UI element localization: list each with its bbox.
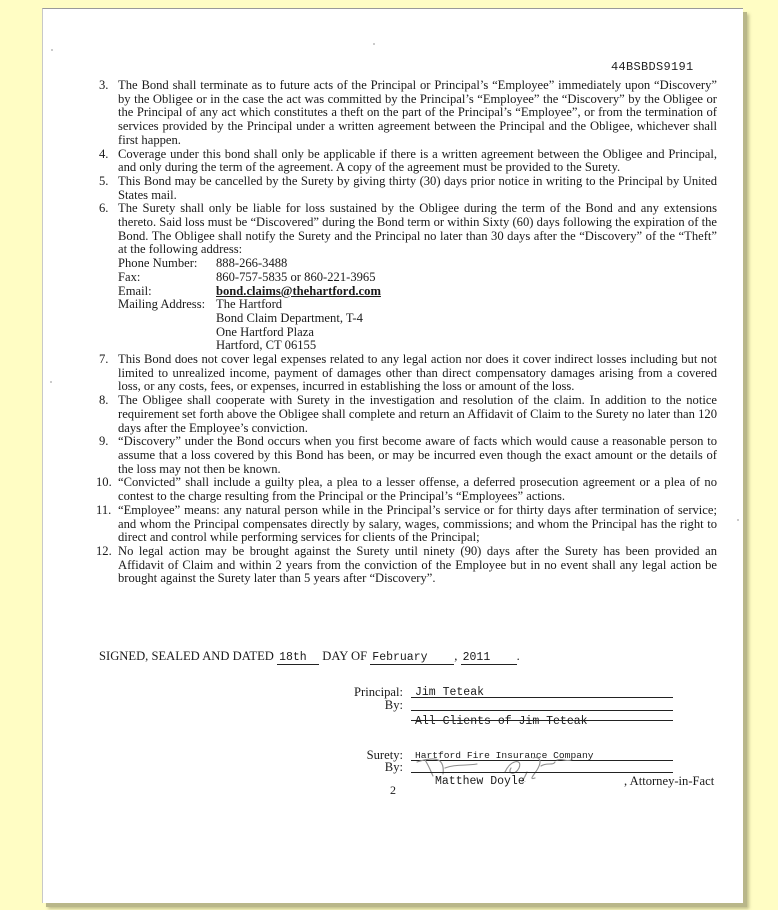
clause-6 — [99, 202, 717, 353]
clause-12 — [96, 543, 717, 586]
page-number: 2 — [390, 783, 396, 797]
clause-number: 3. — [99, 78, 109, 92]
clause-text: “Convicted” shall include a guilty plea, a plea to a lesser offense, a deferred prosecution agreement or a plea of no contest to the charge resulting from the Principal or the Principal’s “Employees” actions. — [118, 475, 717, 504]
address-line-1: The Hartford — [216, 297, 283, 312]
clause-list — [96, 78, 717, 586]
clause-7 — [99, 353, 717, 394]
clause-number: 11. — [96, 502, 112, 517]
principal-field[interactable]: Jim Teteak — [415, 686, 485, 699]
surety-by-label: By: — [384, 760, 403, 774]
address-line-3: One Hartford Plaza — [216, 324, 314, 339]
claims-contact-info — [118, 257, 717, 353]
month-field[interactable]: February — [370, 652, 454, 665]
clause-number: 9. — [99, 434, 109, 449]
principal-clients-line — [411, 720, 673, 721]
clause-number: 7. — [99, 352, 109, 367]
principal-label: Principal: — [354, 685, 403, 699]
clause-4 — [99, 148, 717, 175]
year-field[interactable]: 2011 — [461, 652, 517, 665]
surety-signer-row — [323, 773, 715, 788]
clause-number: 8. — [99, 393, 109, 408]
clause-number: 10. — [96, 475, 112, 490]
clause-text: No legal action may be brought against the Surety until ninety (90) days after the Surety has been provided an Affidavit of Claim and within 2 years from the conviction of the Employee but in no event shall any legal action be brought against the Surety later than 5 years after “Discovery”. — [118, 543, 717, 586]
address-line-4: Hartford, CT 06155 — [216, 338, 317, 353]
surety-label: Surety: — [366, 747, 403, 762]
clause-5 — [99, 175, 717, 202]
phone-label: Phone Number: — [118, 256, 198, 271]
fax-number: 860-757-5835 or 860-221-3965 — [216, 269, 376, 284]
date-comma: , — [454, 649, 458, 663]
clause-number: 6. — [99, 201, 109, 216]
clause-10 — [96, 475, 717, 504]
clause-text: The Bond shall terminate as to future acts of the Principal or Principal’s “Employee” immediately upon “Discovery” by the Obligee or in the case the act was committed by the Principal’s “Employee” the “Discovery” by the Obligee or the Principal of any act which constitutes a theft on the part of the Principal’s “Employee”, or from the termination of services provided by the Principal under a written agreement between the Principal and the Obligee, whichever shall first happen. — [118, 78, 717, 147]
clause-8 — [99, 394, 717, 435]
principal-by-row — [323, 698, 683, 711]
signature-block — [323, 685, 715, 788]
clause-9 — [99, 435, 717, 476]
email-label: Email: — [118, 283, 152, 298]
day-field[interactable]: 18th — [277, 652, 319, 665]
principal-by-line — [411, 710, 673, 711]
principal-clients-row — [323, 713, 683, 726]
clause-number: 4. — [99, 146, 109, 161]
clause-text: Coverage under this bond shall only be applicable if there is a written agreement between the Obligee and Principal, and only during the term of the agreement. A copy of the agreement must be provided to the Surety. — [118, 146, 717, 175]
document-page — [42, 8, 743, 903]
clause-11 — [96, 502, 717, 545]
clause-text: “Employee” means: any natural person while in the Principal’s service or for thirty days after termination of service; and whom the Principal compensates directly by salary, wages, commissions; and whom the Principal has the right to direct and control while performing services for clients of the Principal; — [118, 502, 717, 545]
signed-sealed-dated-line — [99, 649, 520, 665]
principal-by-label: By: — [384, 697, 403, 712]
document-id: 44BSBDS9191 — [611, 60, 694, 74]
principal-row — [323, 685, 683, 698]
date-period: . — [516, 649, 520, 663]
clause-text: This Bond may be cancelled by the Surety by giving thirty (30) days prior notice in writing to the Principal by United States mail. — [118, 173, 717, 202]
clause-3 — [99, 79, 717, 148]
clause-text: This Bond does not cover legal expenses related to any legal action nor does it cover indirect losses including but not limited to unrealized income, payment of damages other than direct compensatory damages arising from a covered loss, or any costs, fees, or expenses, incurred in establishing the loss or amount of the loss. — [118, 352, 717, 394]
surety-field[interactable]: Hartford Fire Insurance Company — [415, 749, 594, 761]
clause-text: “Discovery” under the Bond occurs when you first become aware of facts which would cause a reasonable person to assume that a loss covered by this Bond has been, or may be incurred even though the exact amount or the details of the loss may not then be known. — [118, 434, 717, 476]
attorney-in-fact-label: , Attorney-in-Fact — [624, 773, 715, 788]
surety-by-row — [323, 760, 683, 773]
address-line-2: Bond Claim Department, T-4 — [216, 310, 363, 325]
clause-text: The Surety shall only be liable for loss sustained by the Obligee during the term of the Bond and any extensions thereto. Said loss must be “Discovered” during the Bond term or within Sixty (60) days following the expiration of the Bond. The Obligee shall notify the Surety and the Principal no later than 30 days after the “Discovery” of the “Theft” at the following address: — [118, 201, 717, 257]
principal-clients-field[interactable]: All Clients of Jim Teteak — [415, 715, 588, 728]
clause-number: 12. — [96, 543, 112, 558]
fax-label: Fax: — [118, 269, 141, 284]
surety-row — [323, 748, 683, 761]
address-label: Mailing Address: — [118, 297, 206, 312]
clause-number: 5. — [99, 173, 109, 188]
surety-signer-name: Matthew Doyle — [435, 774, 525, 788]
phone-number: 888-266-3488 — [216, 256, 288, 271]
clause-text: The Obligee shall cooperate with Surety in the investigation and resolution of the claim. In addition to the notice requirement set forth above the Obligee shall complete and return an Affidavit of Claim to the Surety no later than 120 days after the Employee’s conviction. — [118, 393, 717, 435]
signed-prefix: SIGNED, SEALED AND DATED — [99, 649, 274, 663]
email-link[interactable]: bond.claims@thehartford.com — [216, 283, 381, 298]
day-of-label: DAY OF — [322, 649, 368, 663]
